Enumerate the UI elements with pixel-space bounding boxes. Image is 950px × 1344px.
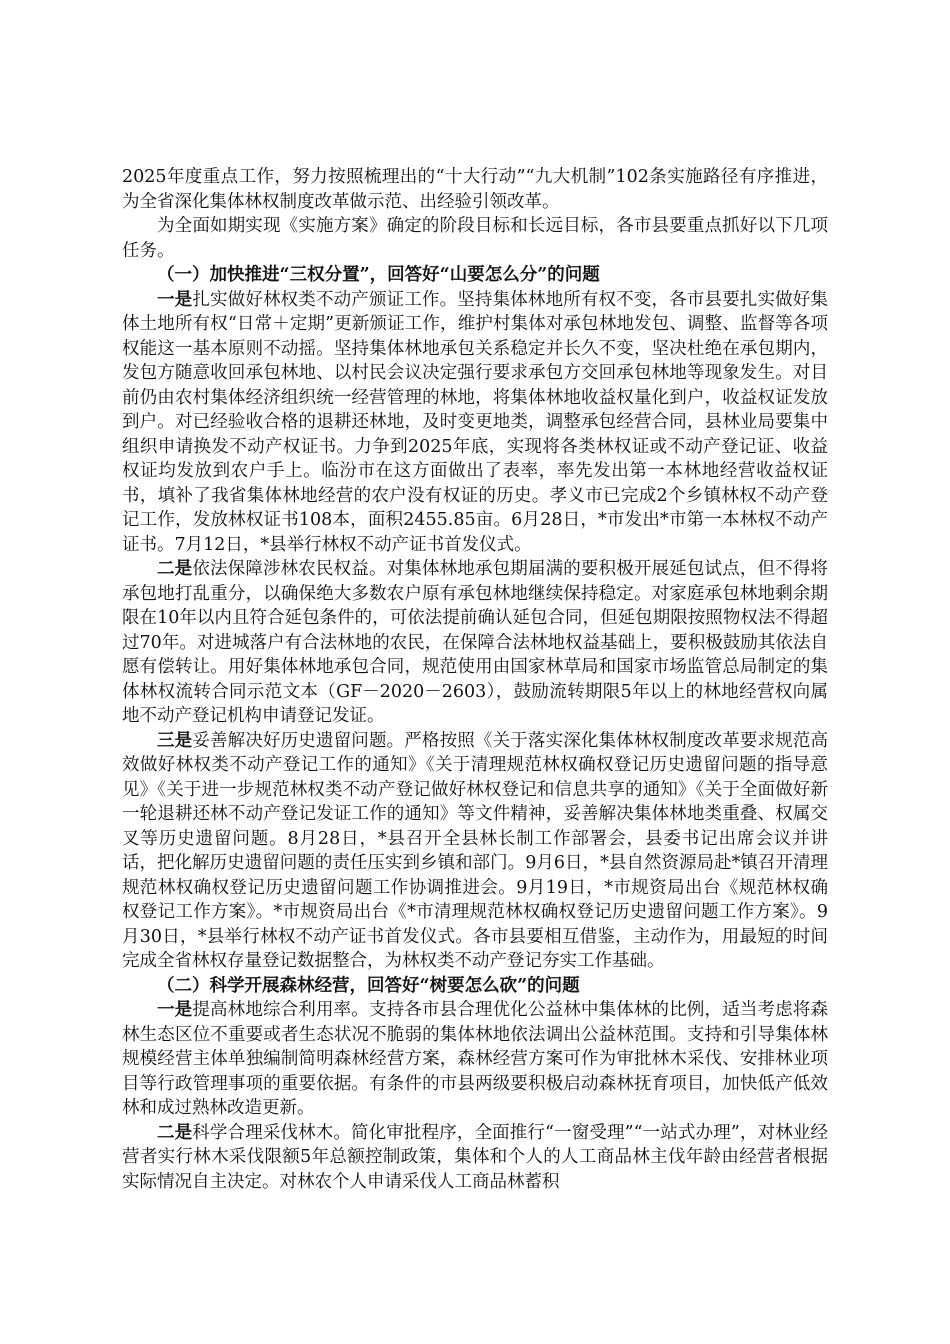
paragraph-text: 2025年度重点工作，努力按照梳理出的“十大行动”“九大机制”102条实施路径有序推进，为全省深化集体林权制度改革做示范、出经验引领改革。 (122, 167, 828, 212)
paragraph-text: 为全面如期实现《实施方案》确定的阶段目标和长远目标，各市县要重点抓好以下几项任务。 (122, 216, 828, 261)
paragraph-lead: 二是 (157, 1122, 193, 1143)
paragraph-text: 提高林地综合利用率。支持各市县合理优化公益林中集体林的比例，适当考虑将森林生态区位不重要或者生态状况不脆弱的集体林地依法调出公益林范围。支持和引导集体林规模经营主体单独编制简明森林经营方案，森林经营方案可作为审批林木采伐、安排林业项目等行政管理事项的重要依据。有条件的市县两级要积极启动森林抚育项目，加快低产低效林和成过熟林改造更新。 (122, 1000, 829, 1118)
document-page (122, 165, 828, 1194)
continued-paragraph (122, 165, 828, 214)
section-heading (122, 974, 828, 999)
body-paragraph (122, 998, 828, 1121)
paragraph-lead: 一是 (157, 1000, 193, 1020)
paragraph-text: 依法保障涉林农民权益。对集体林地承包期届满的要积极开展延包试点，但不得将承包地打乱重分，以确保绝大多数农户原有承包林地继续保持稳定。对家庭承包林地剩余期限在10年以内且符合延包条件的，可依法提前确认延包合同，但延包期限按照物权法不得超过70年。对进城落户有合法林地的农民，在保障合法林地权益基础上，要积极鼓励其依法自愿有偿转让。用好集体林地承包合同，规范使用由国家林草局和国家市场监管总局制定的集体林权流转合同示范文本（GF－2020－2603），鼓励流转期限5年以上的林地经营权向属地不动产登记机构申请登记发证。 (122, 559, 829, 726)
paragraph-text: 科学合理采伐林木。简化审批程序，全面推行“一窗受理”“一站式办理”，对林业经营者实行林木采伐限额5年总额控制政策，集体和个人的人工商品林主伐年龄由经营者根据实际情况自主决定。对林农个人申请采伐人工商品林蓄积 (122, 1122, 828, 1192)
paragraph-lead: 一是 (157, 289, 193, 310)
paragraph-text: （一）加快推进“三权分置”，回答好“山要怎么分”的问题 (157, 265, 600, 285)
paragraph-text: 扎实做好林权类不动产颁证工作。坚持集体林地所有权不变，各市县要扎实做好集体土地所有权“日常＋定期”更新颁证工作，维护村集体对承包林地发包、调整、监督等各项权能这一基本原则不动摇。坚持集体林地承包关系稳定并长久不变，坚决杜绝在承包期内，发包方随意收回承包林地、以村民会议决定强行要求承包方交回承包林地等现象发生。对目前仍由农村集体经济组织统一经营管理的林地，将集体林地收益权量化到户，收益权证发放到户。对已经验收合格的退耕还林地，及时变更地类，调整承包经营合同，县林业局要集中组织申请换发不动产权证书。力争到2025年底，实现将各类林权证或不动产登记证、收益权证均发放到农户手上。临汾市在这方面做出了表率，率先发出第一本林地经营收益权证书，填补了我省集体林地经营的农户没有权证的历史。孝义市已完成2个乡镇林权不动产登记工作，发放林权证书108本，面积2455.85亩。6月28日，*市发出*市第一本林权不动产证书。7月12日，*县举行林权不动产证书首发仪式。 (122, 289, 829, 555)
section-heading (122, 263, 828, 288)
paragraph-lead: 二是 (157, 559, 193, 579)
body-paragraph (122, 557, 828, 729)
body-paragraph (122, 729, 828, 974)
body-paragraph (122, 1121, 828, 1195)
paragraph-lead: 三是 (157, 730, 193, 751)
paragraph-text: 妥善解决好历史遗留问题。严格按照《关于落实深化集体林权制度改革要求规范高效做好林权类不动产登记工作的通知》《关于清理规范林权确权登记历史遗留问题的指导意见》《关于进一步规范林权类不动产登记做好林权登记和信息共享的通知》《关于全面做好新一轮退耕还林不动产登记发证工作的通知》等文件精神，妥善解决集体林地类重叠、权属交叉等历史遗留问题。8月28日，*县召开全县林长制工作部署会，县委书记出席会议并讲话，把化解历史遗留问题的责任压实到乡镇和部门。9月6日，*县自然资源局赴*镇召开清理规范林权确权登记历史遗留问题工作协调推进会。9月19日，*市规资局出台《规范林权确权登记工作方案》。*市规资局出台《*市清理规范林权确权登记历史遗留问题工作方案》。9月30日，*县举行林权不动产证书首发仪式。各市县要相互借鉴，主动作为，用最短的时间完成全省林权存量登记数据整合，为林权类不动产登记夯实工作基础。 (122, 730, 829, 971)
body-paragraph (122, 288, 828, 558)
body-paragraph (122, 214, 828, 263)
paragraph-text: （二）科学开展森林经营，回答好“树要怎么砍”的问题 (157, 975, 580, 996)
